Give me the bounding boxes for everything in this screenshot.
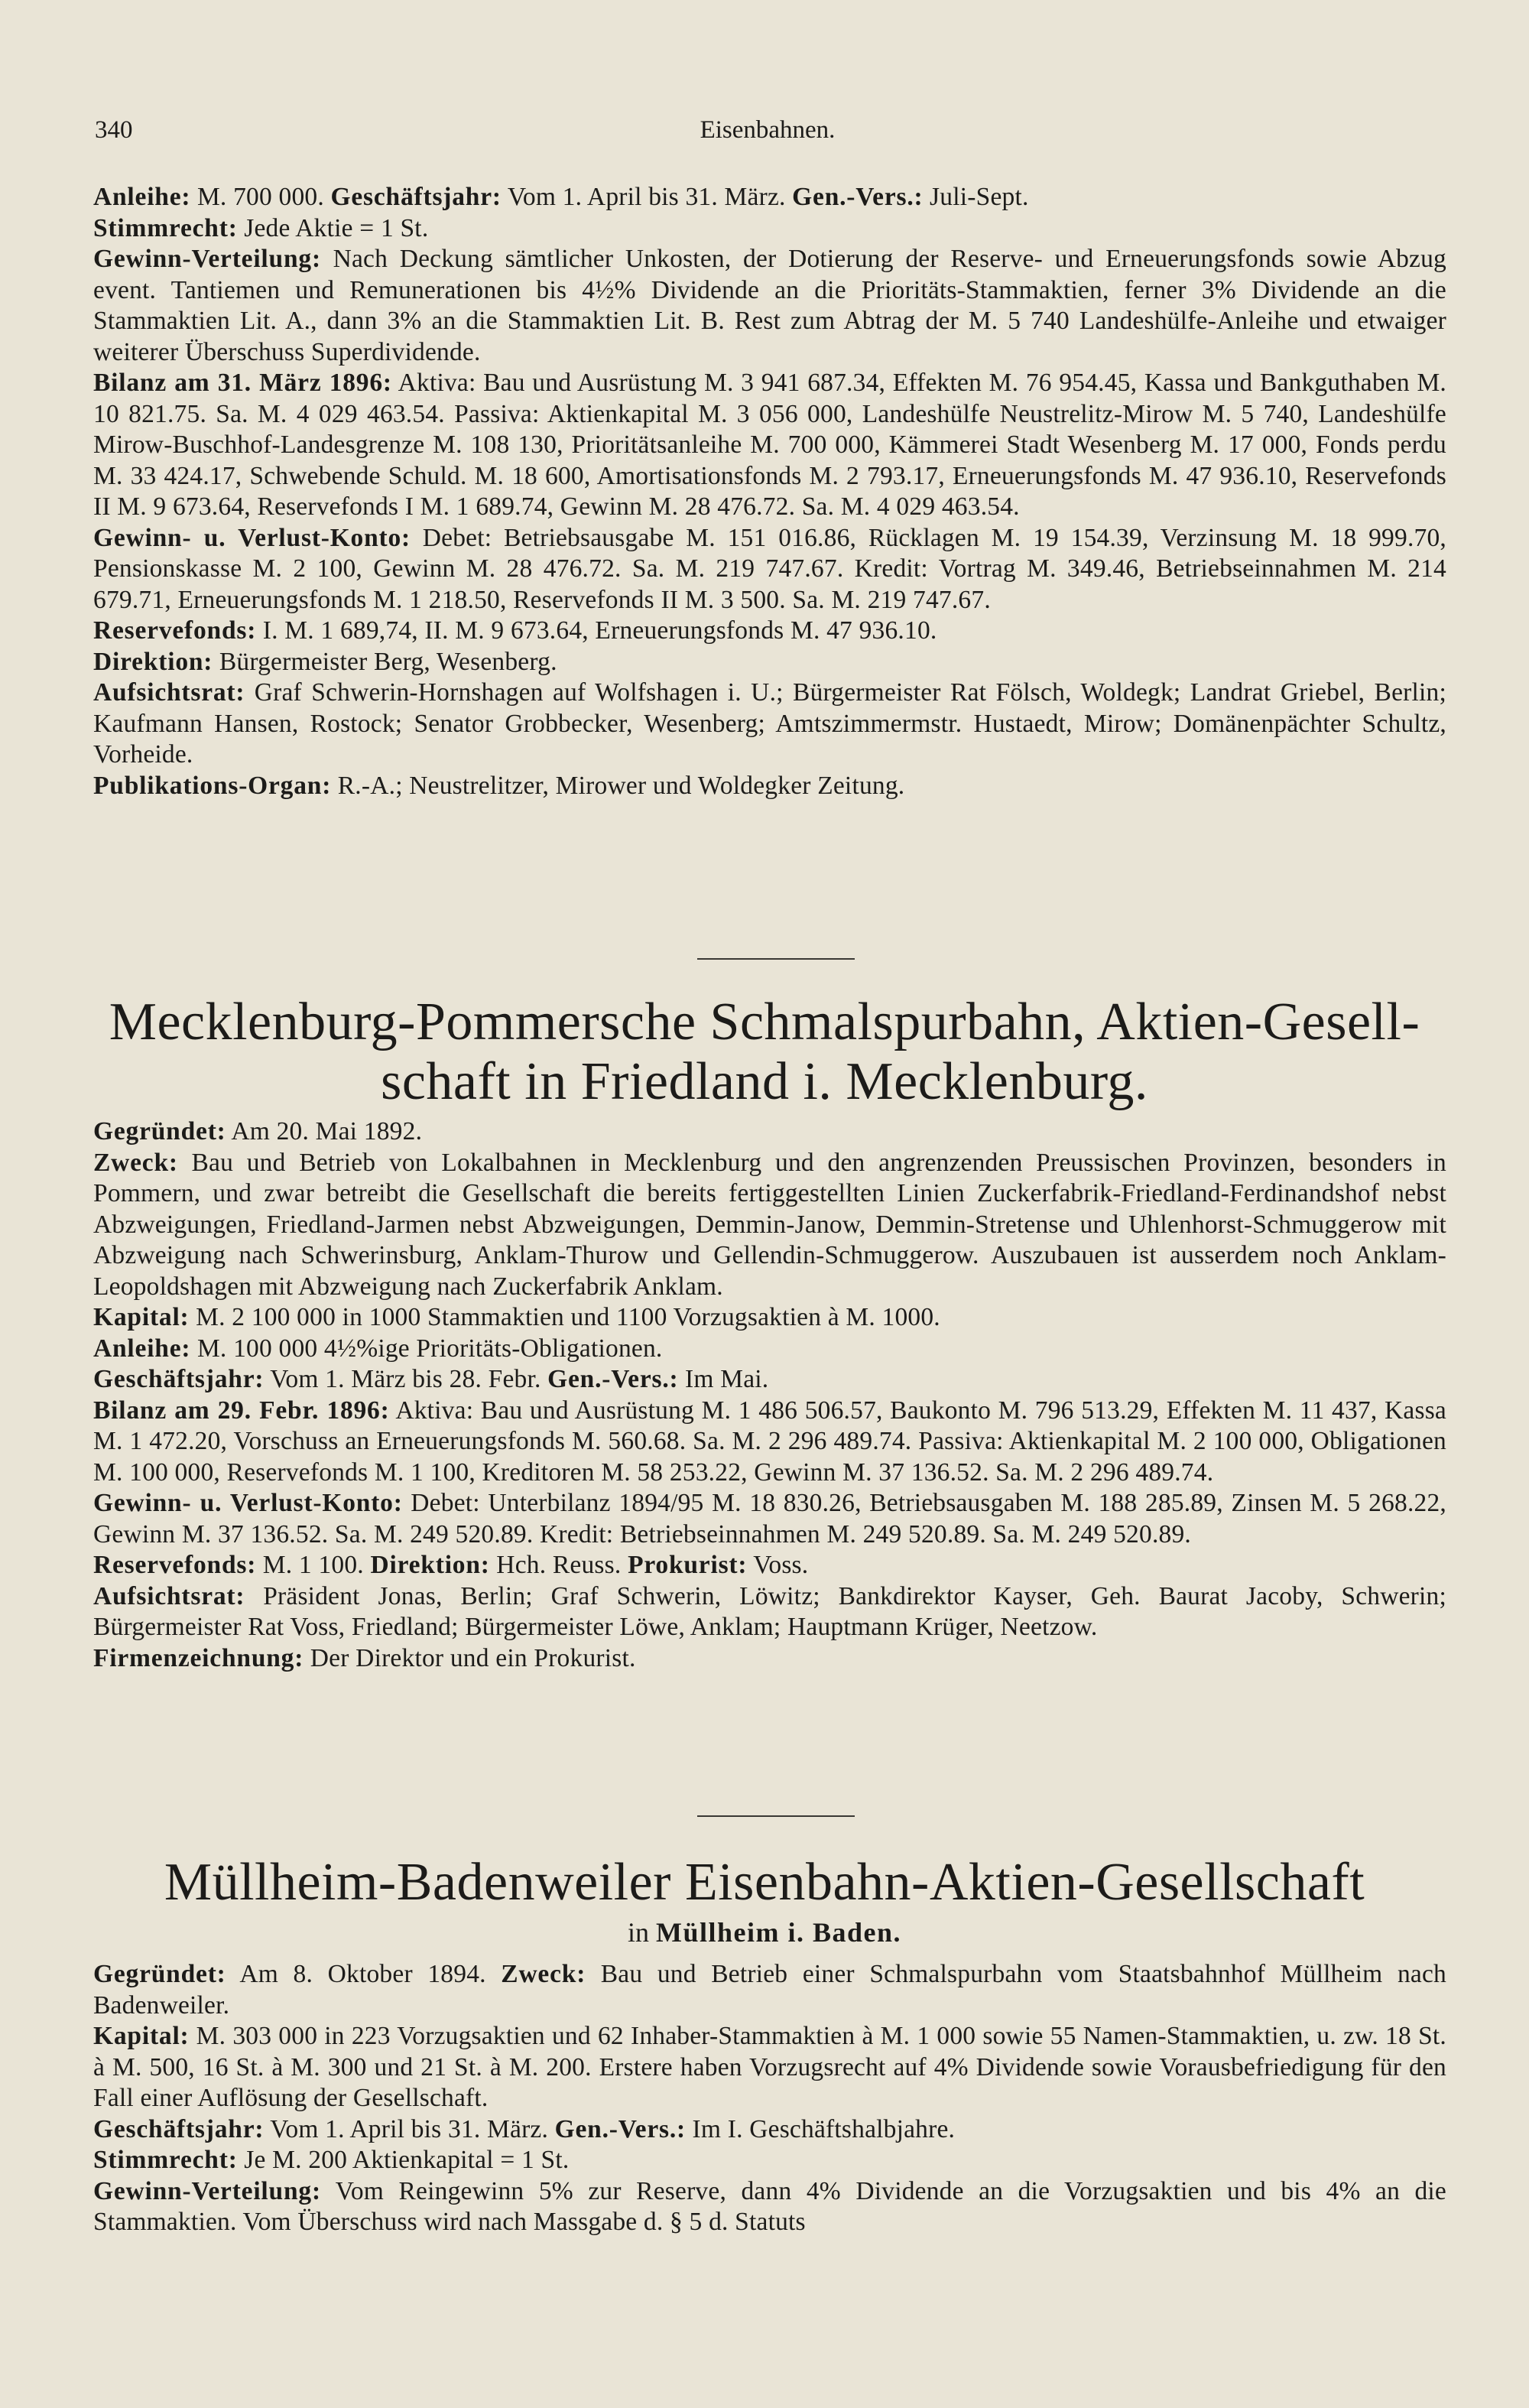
entry-zweck: Zweck: Bau und Betrieb von Lokalbahnen in Mecklenburg und den angrenzenden Preussischen Provinzen, besonders in Pommern, und zwar betreibt die Gesellschaft die bereits fertiggestellten Linien Zuckerfabrik-Friedland-Ferdinandshof nebst Abzweigungen, Friedland-Jarmen nebst Abzweigungen, Demmin-Janow, Demmin-Stretense und Uhlenhorst-Schmuggerow mit Abzweigung nach Schwerinsburg, Anklam-Thurow und Gellendin-Schmuggerow. Auszubauen ist ausserdem noch Anklam-Leopoldshagen mit Abzweigung nach Zuckerfabrik Anklam. <box>93 1148 1446 1301</box>
entry-geschaeftsjahr: Geschäftsjahr: Vom 1. März bis 28. Febr. Gen.-Vers.: Im Mai. <box>93 1365 769 1393</box>
entry-kapital: Kapital: M. 2 100 000 in 1000 Stammaktien und 1100 Vorzugsaktien à M. 1000. <box>93 1303 940 1331</box>
entry-reservefonds: Reservefonds: M. 1 100. Direktion: Hch. Reuss. Prokurist: Voss. <box>93 1551 809 1579</box>
page-number: 340 <box>95 116 133 144</box>
entry-stimmrecht: Stimmrecht: Je M. 200 Aktienkapital = 1 St. <box>93 2146 570 2174</box>
entry-kapital: Kapital: M. 303 000 in 223 Vorzugsaktien und 62 Inhaber-Stammaktien à M. 1 000 sowie 55 Namen-Stammaktien, u. zw. 18 St. à M. 500, 16 St. à M. 300 und 21 St. à M. 200. Erstere haben Vorzugsrecht auf 4% Dividende sowie Vorausbefriedigung für den Fall einer Auflösung der Gesellschaft. <box>93 2022 1446 2112</box>
company-title-line-2: schaft in Friedland i. Mecklenburg. <box>381 1052 1148 1111</box>
entry-firmenzeichnung: Firmenzeichnung: Der Direktor und ein Prokurist. <box>93 1643 636 1672</box>
section-title: Eisenbahnen. <box>700 116 836 144</box>
entry-bilanz: Bilanz am 31. März 1896: Aktiva: Bau und Ausrüstung M. 3 941 687.34, Effekten M. 76 954.45, Kassa und Bankguthaben M. 10 821.75. Sa. M. 4 029 463.54. Passiva: Aktienkapital M. 3 056 000, Landeshülfe Neustrelitz-Mirow M. 5 740, Landeshülfe Mirow-Buschhof-Landesgrenze M. 108 130, Prioritätsanleihe M. 700 000, Kämmerei Stadt Wesenberg M. 17 000, Fonds perdu M. 33 424.17, Schwebende Schuld. M. 18 600, Amortisationsfonds M. 2 793.17, Erneuerungsfonds M. 47 936.10, Reservefonds II M. 9 673.64, Reservefonds I M. 1 689.74, Gewinn M. 28 476.72. Sa. M. 4 029 463.54. <box>93 369 1447 521</box>
company-subtitle: in Müllheim i. Baden. <box>627 1917 902 1948</box>
entry-gewinn-verlust: Gewinn- u. Verlust-Konto: Debet: Betriebsausgabe M. 151 016.86, Rücklagen M. 19 154.39, Verzinsung M. 18 999.70, Pensionskasse M. 2 100, Gewinn M. 28 476.72. Sa. M. 219 747.67. Kredit: Vortrag M. 349.46, Betriebseinnahmen M. 214 679.71, Erneuerungsfonds M. 1 218.50, Reservefonds II M. 3 500. Sa. M. 219 747.67. <box>93 523 1446 614</box>
entry-gewinn-verteilung: Gewinn-Verteilung: Nach Deckung sämtlicher Unkosten, der Dotierung der Reserve- und Erneuerungsfonds sowie Abzug event. Tantiemen und Remunerationen bis 4½% Dividende an die Prioritäts-Stammaktien, ferner 3% Dividende an die Stammaktien Lit. A., dann 3% an die Stammaktien Lit. B. Rest zum Abtrag der M. 5 740 Landeshülfe-Anleihe und etwaiger weiterer Überschuss Superdividende. <box>93 245 1446 366</box>
entry-direktion: Direktion: Bürgermeister Berg, Wesenberg. <box>93 647 557 676</box>
entry-aufsichtsrat: Aufsichtsrat: Präsident Jonas, Berlin; Graf Schwerin, Löwitz; Bankdirektor Kayser, Geh. Baurat Jacoby, Schwerin; Bürgermeister Rat Voss, Friedland; Bürgermeister Löwe, Anklam; Hauptmann Krüger, Neetzow. <box>93 1581 1446 1641</box>
running-head <box>95 107 1440 153</box>
entry-continuation <box>93 182 1446 801</box>
entry-line-anleihe: Anleihe: M. 700 000. Geschäftsjahr: Vom 1. April bis 31. März. Gen.-Vers.: Juli-Sept. <box>93 183 1029 211</box>
entry-gegruendet: Gegründet: Am 20. Mai 1892. <box>93 1117 423 1146</box>
entry-aufsichtsrat: Aufsichtsrat: Graf Schwerin-Hornshagen auf Wolfshagen i. U.; Bürgermeister Rat Fölsch, Woldegk; Landrat Griebel, Berlin; Kaufmann Hansen, Rostock; Senator Grobbecker, Wesenberg; Amtszimmermstr. Hustaedt, Mirow; Domänenpächter Schultz, Vorheide. <box>93 678 1446 769</box>
company-location: Müllheim i. Baden. <box>655 1917 902 1948</box>
section-divider <box>697 1815 855 1817</box>
entry-geschaeftsjahr: Geschäftsjahr: Vom 1. April bis 31. März. Gen.-Vers.: Im I. Geschäftshalbjahre. <box>93 2114 956 2143</box>
entry-mecklenburg-pommersche <box>93 1116 1446 1674</box>
section-divider <box>697 958 855 960</box>
entry-gegruendet-zweck: Gegründet: Am 8. Oktober 1894. Zweck: Bau und Betrieb einer Schmalspurbahn vom Staatsbahnhof Müllheim nach Badenweiler. <box>93 1960 1446 2020</box>
entry-bilanz: Bilanz am 29. Febr. 1896: Aktiva: Bau und Ausrüstung M. 1 486 506.57, Baukonto M. 796 513.29, Effekten M. 11 437, Kassa M. 1 472.20, Vorschuss an Erneuerungsfonds M. 560.68. Sa. M. 2 296 489.74. Passiva: Aktienkapital M. 2 100 000, Obligationen M. 100 000, Reservefonds M. 1 100, Kreditoren M. 58 253.22, Gewinn M. 37 136.52. Sa. M. 2 296 489.74. <box>93 1396 1447 1487</box>
company-title: Müllheim-Badenweiler Eisenbahn-Aktien-Gesellschaft <box>164 1853 1365 1912</box>
company-title-line-1: Mecklenburg-Pommersche Schmalspurbahn, Aktien-Gesell- <box>109 993 1420 1051</box>
entry-gewinn-verteilung: Gewinn-Verteilung: Vom Reingewinn 5% zur Reserve, dann 4% Dividende an die Vorzugsaktien und bis 4% an die Stammaktien. Vom Überschuss wird nach Massgabe d. § 5 d. Statuts <box>93 2176 1446 2236</box>
entry-gewinn-verlust: Gewinn- u. Verlust-Konto: Debet: Unterbilanz 1894/95 M. 18 830.26, Betriebsausgaben M. 188 285.89, Zinsen M. 5 268.22, Gewinn M. 37 136.52. Sa. M. 249 520.89. Kredit: Betriebseinnahmen M. 249 520.89. Sa. M. 249 520.89. <box>93 1489 1446 1548</box>
entry-publikations-organ: Publikations-Organ: R.-A.; Neustrelitzer, Mirower und Woldegker Zeitung. <box>93 771 905 800</box>
entry-anleihe: Anleihe: M. 100 000 4½%ige Prioritäts-Obligationen. <box>93 1334 663 1363</box>
entry-stimmrecht: Stimmrecht: Jede Aktie = 1 St. <box>93 213 429 242</box>
entry-muellheim-badenweiler <box>93 1959 1446 2238</box>
entry-reservefonds: Reservefonds: I. M. 1 689,74, II. M. 9 673.64, Erneuerungsfonds M. 47 936.10. <box>93 616 937 645</box>
